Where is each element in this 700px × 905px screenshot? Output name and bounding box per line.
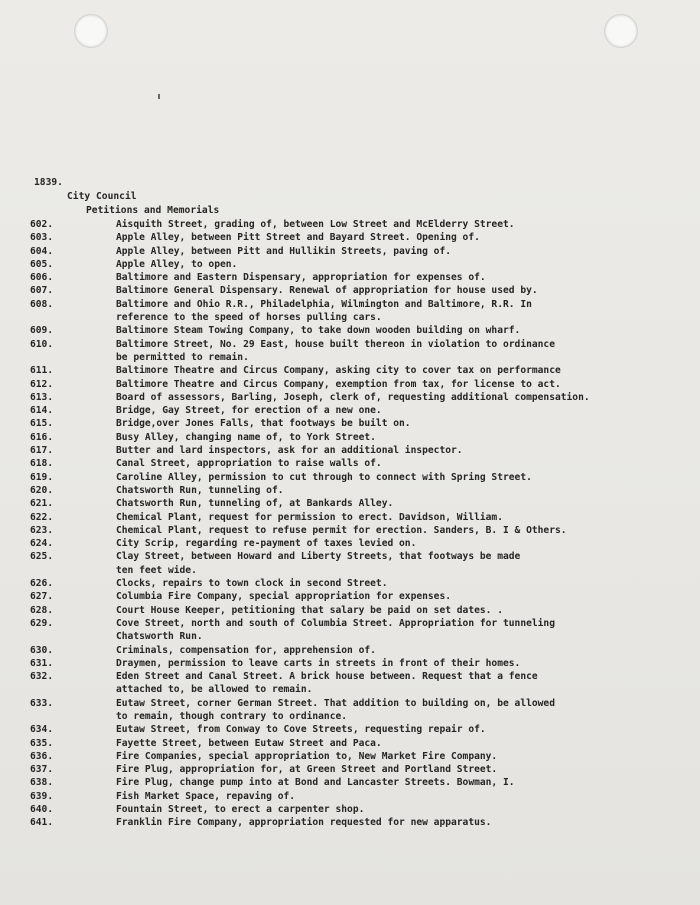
entry-number: 611. <box>30 365 54 377</box>
entry-number: 637. <box>30 764 54 776</box>
entry-number: 629. <box>30 617 54 629</box>
petition-entry <box>30 245 690 258</box>
entry-number: 627. <box>30 591 54 603</box>
petition-entry <box>30 417 690 430</box>
entry-text: Fountain Street, to erect a carpenter shop. <box>116 804 365 816</box>
entry-number: 639. <box>30 790 54 802</box>
entry-text: Draymen, permission to leave carts in streets in front of their homes. <box>116 657 521 669</box>
entry-text: Chatsworth Run, tunneling of. <box>116 484 284 496</box>
entry-text: Columbia Fire Company, special appropriation for expenses. <box>116 591 452 603</box>
entry-text: City Scrip, regarding re-payment of taxes levied on. <box>116 538 417 550</box>
entry-text: Chatsworth Run, tunneling of, at Bankards Alley. <box>116 498 394 510</box>
entry-number: 628. <box>30 604 54 616</box>
entry-text: Apple Alley, to open. <box>116 258 238 270</box>
petition-entry <box>30 816 690 829</box>
entry-number: 641. <box>30 817 54 829</box>
petition-entry <box>30 497 690 510</box>
entry-text: Chemical Plant, request for permission to erect. Davidson, William. <box>116 511 503 523</box>
petition-entry <box>30 511 690 524</box>
petition-entry <box>30 604 690 617</box>
entry-number: 630. <box>30 644 54 656</box>
section-heading: Petitions and Memorials <box>86 205 220 216</box>
petition-entry <box>30 404 690 417</box>
entry-number: 633. <box>30 697 54 709</box>
entry-text: Eden Street and Canal Street. A brick house between. Request that a fence attached to, be allowed to remain. <box>116 671 538 696</box>
petition-entry <box>30 550 690 577</box>
entry-text: Baltimore Street, No. 29 East, house built thereon in violation to ordinance be permitted to remain. <box>116 338 555 363</box>
entry-text: Fish Market Space, repaving of. <box>116 790 296 802</box>
entry-number: 634. <box>30 724 54 736</box>
entry-number: 607. <box>30 285 54 297</box>
entry-text: Fire Plug, change pump into at Bond and Lancaster Streets. Bowman, I. <box>116 777 515 789</box>
petition-entry <box>30 670 690 697</box>
entry-text: Baltimore General Dispensary. Renewal of appropriation for house used by. <box>116 285 538 297</box>
entry-number: 622. <box>30 511 54 523</box>
entry-text: Busy Alley, changing name of, to York Street. <box>116 431 376 443</box>
pencil-mark <box>158 94 160 99</box>
petition-entry <box>30 537 690 550</box>
entry-number: 632. <box>30 671 54 683</box>
petition-entry <box>30 218 690 231</box>
entry-text: Clocks, repairs to town clock in second Street. <box>116 578 388 590</box>
petition-entry <box>30 697 690 724</box>
entry-number: 602. <box>30 219 54 230</box>
petition-entry <box>30 378 690 391</box>
entry-text: Baltimore and Eastern Dispensary, appropriation for expenses of. <box>116 272 486 284</box>
entry-text: Caroline Alley, permission to cut through to connect with Spring Street. <box>116 471 532 483</box>
entry-text: Baltimore and Ohio R.R., Philadelphia, Wilmington and Baltimore, R.R. In reference to the speed of horses pulling cars. <box>116 298 532 324</box>
petition-entry <box>30 737 690 750</box>
entry-text: Baltimore Theatre and Circus Company, asking city to cover tax on performance <box>116 365 561 377</box>
entry-number: 604. <box>30 245 54 257</box>
entry-text: Butter and lard inspectors, ask for an additional inspector. <box>116 445 463 457</box>
entry-number: 616. <box>30 431 54 443</box>
petition-entry <box>30 431 690 444</box>
petition-entry <box>30 750 690 763</box>
petition-entry <box>30 763 690 776</box>
entry-number: 603. <box>30 232 54 244</box>
petition-entry <box>30 391 690 404</box>
petition-entry <box>30 284 690 297</box>
entry-text: Clay Street, between Howard and Liberty Streets, that footways be made ten feet wide. <box>116 551 521 576</box>
entry-text: Apple Alley, between Pitt and Hullikin Streets, paving of. <box>116 245 452 257</box>
petition-entry <box>30 324 690 337</box>
entry-text: Board of assessors, Barling, Joseph, clerk of, requesting additional compensation. <box>116 391 590 403</box>
petition-entry <box>30 258 690 271</box>
entry-text: Cove Street, north and south of Columbia Street. Appropriation for tunneling Chatsworth Run. <box>116 617 555 643</box>
entry-text: Canal Street, appropriation to raise walls of. <box>116 458 382 470</box>
petition-entry <box>30 590 690 603</box>
entry-text: Eutaw Street, from Conway to Cove Streets, requesting repair of. <box>116 724 486 736</box>
entry-text: Baltimore Theatre and Circus Company, exemption from tax, for license to act. <box>116 378 561 390</box>
entry-text: Criminals, compensation for, apprehension of. <box>116 644 376 656</box>
petition-entry <box>30 524 690 537</box>
petition-entry <box>30 364 690 377</box>
entry-text: Fire Plug, appropriation for, at Green Street and Portland Street. <box>116 764 498 776</box>
petition-entry <box>30 457 690 470</box>
entry-number: 631. <box>30 657 54 669</box>
punch-hole <box>74 14 108 48</box>
petition-entry <box>30 298 690 325</box>
entry-text: Apple Alley, between Pitt Street and Bayard Street. Opening of. <box>116 232 480 244</box>
entry-number: 623. <box>30 524 54 536</box>
petition-entry <box>30 790 690 803</box>
petition-entry <box>30 776 690 789</box>
entry-number: 640. <box>30 804 54 816</box>
petition-entry <box>30 471 690 484</box>
entry-number: 638. <box>30 777 54 789</box>
punch-hole <box>604 14 638 48</box>
petition-entry <box>30 231 690 244</box>
entry-number: 624. <box>30 538 54 550</box>
entry-number: 610. <box>30 338 54 350</box>
entry-text: Franklin Fire Company, appropriation requested for new apparatus. <box>116 817 492 829</box>
entry-text: Bridge, Gay Street, for erection of a new one. <box>116 405 382 417</box>
entry-number: 606. <box>30 272 54 284</box>
petition-entry <box>30 444 690 457</box>
entry-number: 618. <box>30 458 54 470</box>
petition-entry <box>30 338 690 365</box>
council-heading: City Council <box>67 191 137 202</box>
entry-text: Fayette Street, between Eutaw Street and Paca. <box>116 737 382 749</box>
year-heading: 1839. <box>34 177 63 188</box>
entry-text: Chemical Plant, request to refuse permit for erection. Sanders, B. I & Others. <box>116 524 567 536</box>
entry-number: 635. <box>30 737 54 749</box>
entry-text: Eutaw Street, corner German Street. That addition to building on, be allowed to remain, though contrary to ordinance. <box>116 697 555 722</box>
petition-entry <box>30 271 690 284</box>
entry-text: Fire Companies, special appropriation to, New Market Fire Company. <box>116 750 498 762</box>
entry-number: 609. <box>30 325 54 337</box>
entry-text: Court House Keeper, petitioning that salary be paid on set dates. . <box>116 604 503 616</box>
entry-text: Aisquith Street, grading of, between Low Street and McElderry Street. <box>116 219 515 230</box>
entry-number: 613. <box>30 391 54 403</box>
petition-entry <box>30 803 690 816</box>
petition-entry <box>30 723 690 736</box>
entry-number: 614. <box>30 405 54 417</box>
entry-number: 620. <box>30 484 54 496</box>
petition-entry <box>30 577 690 590</box>
entry-text: Baltimore Steam Towing Company, to take down wooden building on wharf. <box>116 325 521 337</box>
entry-text: Bridge,over Jones Falls, that footways be built on. <box>116 418 411 430</box>
petition-entry <box>30 617 690 644</box>
entry-number: 605. <box>30 258 54 270</box>
entry-number: 636. <box>30 750 54 762</box>
entry-number: 615. <box>30 418 54 430</box>
entry-number: 625. <box>30 551 54 563</box>
entry-number: 617. <box>30 445 54 457</box>
petition-entry <box>30 644 690 657</box>
petition-entry <box>30 484 690 497</box>
entry-number: 612. <box>30 378 54 390</box>
petition-list <box>30 218 690 830</box>
petition-entry <box>30 657 690 670</box>
entry-number: 621. <box>30 498 54 510</box>
entry-number: 626. <box>30 578 54 590</box>
entry-number: 608. <box>30 298 54 310</box>
entry-number: 619. <box>30 471 54 483</box>
